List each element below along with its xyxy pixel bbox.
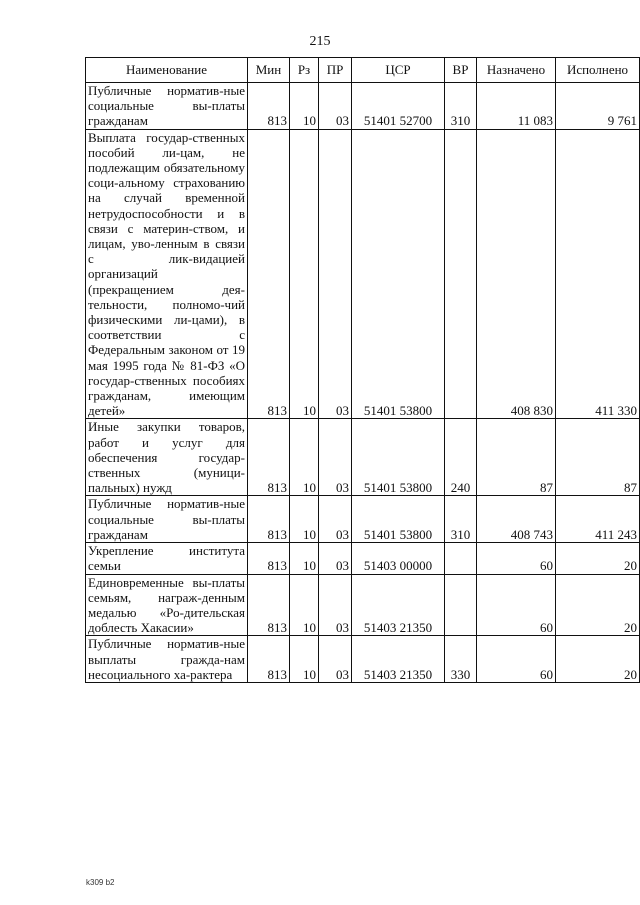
row-name: Иные закупки товаров, работ и услуг для обеспечения государ-ственных (муници-пальных) нужд — [86, 419, 248, 496]
row-pr: 03 — [319, 83, 352, 130]
page-number: 215 — [309, 34, 331, 49]
table-row — [86, 496, 640, 543]
row-min: 813 — [248, 574, 290, 636]
row-executed: 411 243 — [556, 496, 640, 543]
table-row — [86, 419, 640, 496]
header-name: Наименование — [86, 58, 248, 83]
row-min: 813 — [248, 419, 290, 496]
row-name: Публичные норматив-ные выплаты гражда-нам несоциального ха-рактера — [86, 636, 248, 683]
row-assigned: 60 — [477, 543, 556, 574]
row-executed: 20 — [556, 574, 640, 636]
row-pr: 03 — [319, 419, 352, 496]
footer-code: k309 b2 — [86, 878, 115, 887]
row-pr: 03 — [319, 496, 352, 543]
row-pr: 03 — [319, 636, 352, 683]
table-row — [86, 83, 640, 130]
row-vr — [445, 574, 477, 636]
budget-table — [85, 57, 640, 683]
row-pr: 03 — [319, 543, 352, 574]
row-rz: 10 — [290, 543, 319, 574]
row-assigned: 408 743 — [477, 496, 556, 543]
row-csr: 51401 53800 — [352, 129, 445, 419]
row-executed: 9 761 — [556, 83, 640, 130]
header-min: Мин — [248, 58, 290, 83]
row-executed: 20 — [556, 543, 640, 574]
table-row — [86, 543, 640, 574]
row-assigned: 60 — [477, 636, 556, 683]
row-csr: 51403 21350 — [352, 574, 445, 636]
header-executed: Исполнено — [556, 58, 640, 83]
table-row — [86, 636, 640, 683]
row-rz: 10 — [290, 636, 319, 683]
row-vr — [445, 543, 477, 574]
row-executed: 411 330 — [556, 129, 640, 419]
row-min: 813 — [248, 129, 290, 419]
row-assigned: 408 830 — [477, 129, 556, 419]
row-csr: 51401 53800 — [352, 496, 445, 543]
row-csr: 51401 53800 — [352, 419, 445, 496]
row-name: Единовременные вы-платы семьям, награж-денным медалью «Ро-дительская доблесть Хакасии» — [86, 574, 248, 636]
row-min: 813 — [248, 83, 290, 130]
header-row — [86, 58, 640, 83]
header-vr: ВР — [445, 58, 477, 83]
row-csr: 51403 21350 — [352, 636, 445, 683]
header-rz: Рз — [290, 58, 319, 83]
row-pr: 03 — [319, 574, 352, 636]
row-executed: 20 — [556, 636, 640, 683]
table-row — [86, 574, 640, 636]
row-assigned: 11 083 — [477, 83, 556, 130]
row-executed: 87 — [556, 419, 640, 496]
row-assigned: 87 — [477, 419, 556, 496]
row-min: 813 — [248, 496, 290, 543]
header-assigned: Назначено — [477, 58, 556, 83]
row-vr: 240 — [445, 419, 477, 496]
row-assigned: 60 — [477, 574, 556, 636]
row-rz: 10 — [290, 419, 319, 496]
row-name: Публичные норматив-ные социальные вы-платы гражданам — [86, 496, 248, 543]
row-name: Выплата государ-ственных пособий ли-цам, не подлежащим обязательному соци-альному страхованию на случай временной нетрудоспособности и в связи с материн-ством, и лицам, уво-ленным в связи с лик-видацией организаций (прекращением дея-тельности, полномо-чий физическими ли-цами), в соответствии с Федеральным законом от 19 мая 1995 года № 81-ФЗ «О государ-ственных пособиях гражданам, имеющим детей» — [86, 129, 248, 419]
row-vr: 310 — [445, 496, 477, 543]
row-rz: 10 — [290, 129, 319, 419]
row-min: 813 — [248, 636, 290, 683]
row-rz: 10 — [290, 574, 319, 636]
row-vr: 330 — [445, 636, 477, 683]
table-row — [86, 129, 640, 419]
row-name: Укрепление института семьи — [86, 543, 248, 574]
row-pr: 03 — [319, 129, 352, 419]
row-rz: 10 — [290, 496, 319, 543]
row-rz: 10 — [290, 83, 319, 130]
row-csr: 51401 52700 — [352, 83, 445, 130]
row-min: 813 — [248, 543, 290, 574]
row-csr: 51403 00000 — [352, 543, 445, 574]
header-csr: ЦСР — [352, 58, 445, 83]
row-name: Публичные норматив-ные социальные вы-платы гражданам — [86, 83, 248, 130]
row-vr: 310 — [445, 83, 477, 130]
row-vr — [445, 129, 477, 419]
header-pr: ПР — [319, 58, 352, 83]
